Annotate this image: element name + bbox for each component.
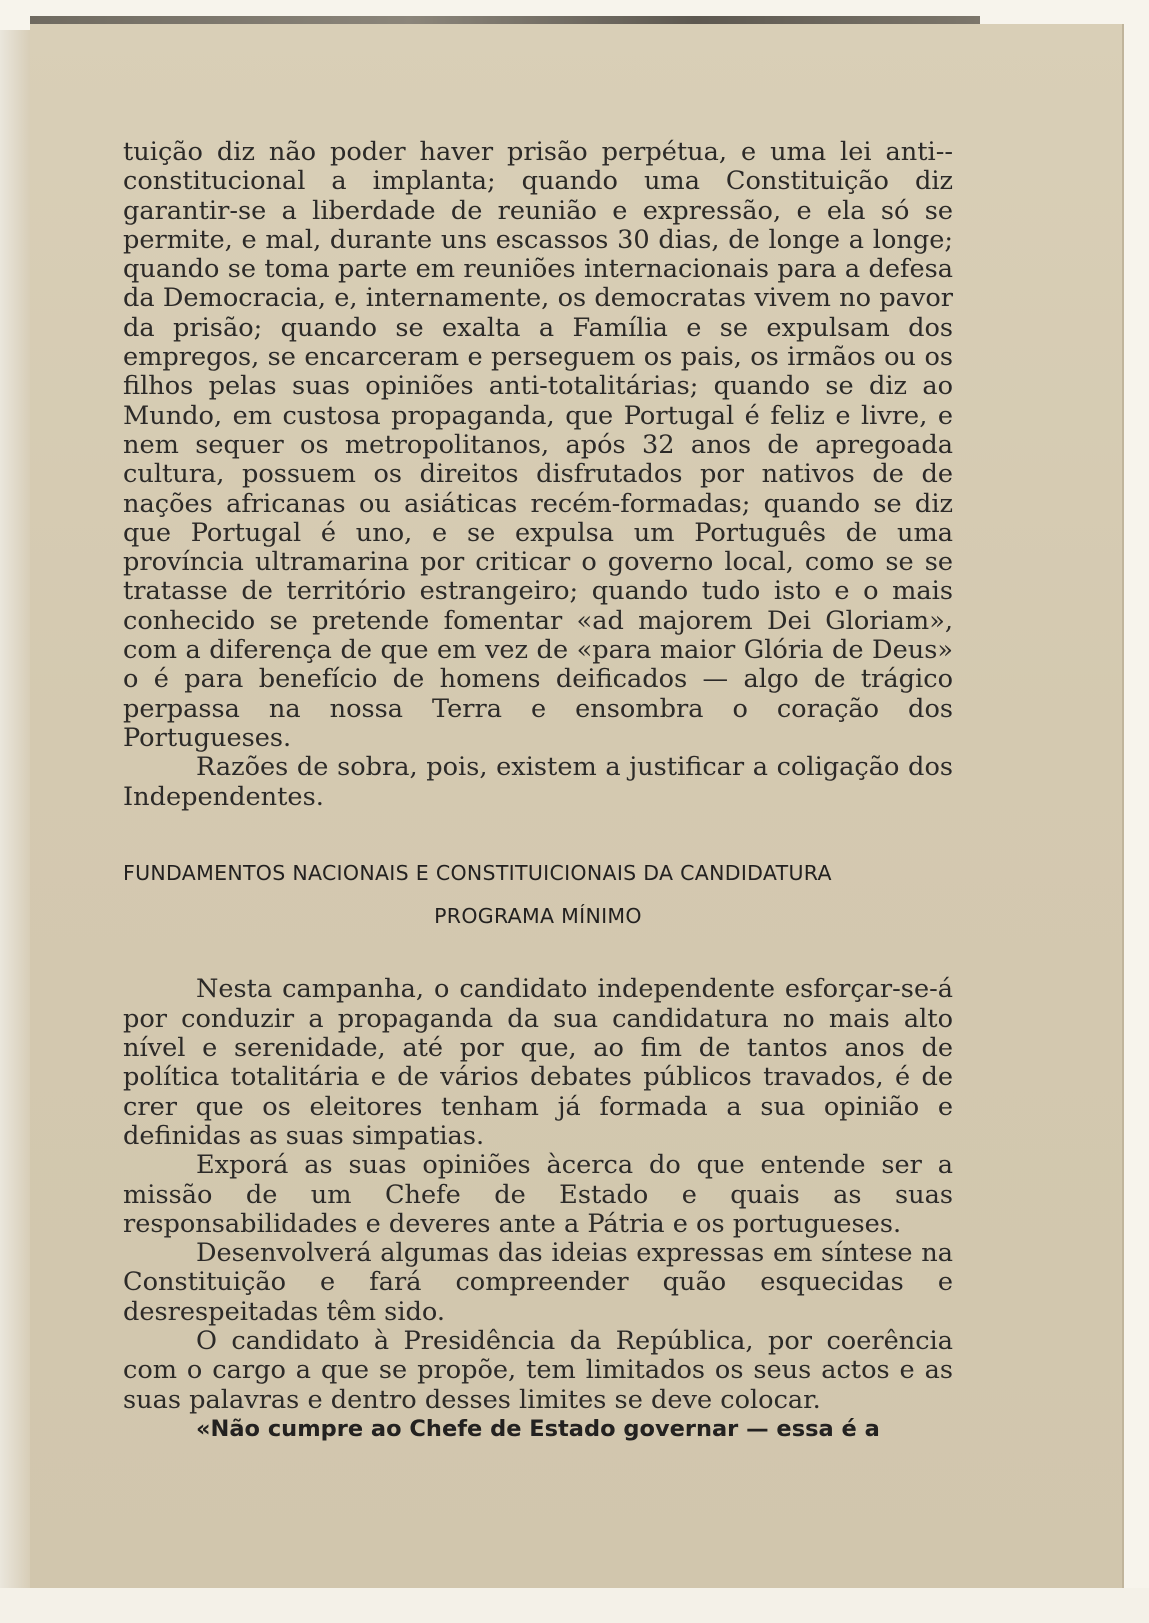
paragraph-candidate: O candidato à Presidência da República, por coerência com o cargo a que se propõe, tem limitados os seus actos e as suas palavras e dentro desses limites se deve colocar.: [123, 1325, 953, 1415]
paragraph-conclusion: Razões de sobra, pois, existem a justificar a coligação dos Independentes.: [123, 752, 953, 812]
section-subheading: PROGRAMA MÍNIMO: [434, 904, 642, 929]
paragraph-continuation: tuição diz não poder haver prisão perpétua, e uma lei anti--constitucional a implanta; quando uma Constituição diz garantir-se a liberdade de reunião e expressão, e ela só se permite, e mal, durante uns escassos 30 dias, de longe a longe; quando se toma parte em reuniões internacionais para a defesa da Democracia, e, internamente, os democratas vivem no pavor da prisão; quando se exalta a Família e se expulsam dos empregos, se encarceram e perseguem os pais, os irmãos ou os filhos pelas suas opiniões anti-totalitárias; quando se diz ao Mundo, em custosa propaganda, que Portugal é feliz e livre, e nem sequer os metropolitanos, após 32 anos de apregoada cultura, possuem os direitos disfrutados por nativos de de nações africanas ou asiáticas recém-formadas; quando se diz que Portugal é uno, e se expulsa um Português de uma província ultramarina por criticar o governo local, como se se tratasse de território estrangeiro; quando tudo isto e o mais conhecido se pretende fomentar «ad majorem Dei Gloriam», com a diferença de que em vez de «para maior Glória de Deus» o é para benefício de homens deificados — algo de trágico perpassa na nossa Terra e ensombra o coração dos Portugueses.: [123, 137, 953, 753]
section-heading: FUNDAMENTOS NACIONAIS E CONSTITUICIONAIS DA CANDIDATURA: [123, 860, 832, 885]
document-body: [123, 138, 953, 1444]
previous-page-edge: [0, 30, 33, 1590]
paragraph-head-of-state: Exporá as suas opiniões àcerca do que entende ser a missão de um Chefe de Estado e quais as suas responsabilidades e deveres ante a Pátria e os portugueses.: [123, 1150, 953, 1239]
paragraph-constitution: Desenvolverá algumas das ideias expressas em síntese na Constituição e fará compreender quão esquecidas e desrespeitadas têm sido.: [123, 1238, 953, 1327]
paragraph-campaign: Nesta campanha, o candidato independente esforçar-se-á por conduzir a propaganda da sua candidatura no mais alto nível e serenidade, até por que, ao fim de tantos anos de política totalitária e de vários debates públicos travados, é de crer que os eleitores tenham já formada a sua opinião e definidas as suas simpatias.: [123, 974, 953, 1151]
quote-line: «Não cumpre ao Chefe de Estado governar — essa é a: [196, 1415, 880, 1442]
bottom-margin: [0, 1588, 1149, 1623]
